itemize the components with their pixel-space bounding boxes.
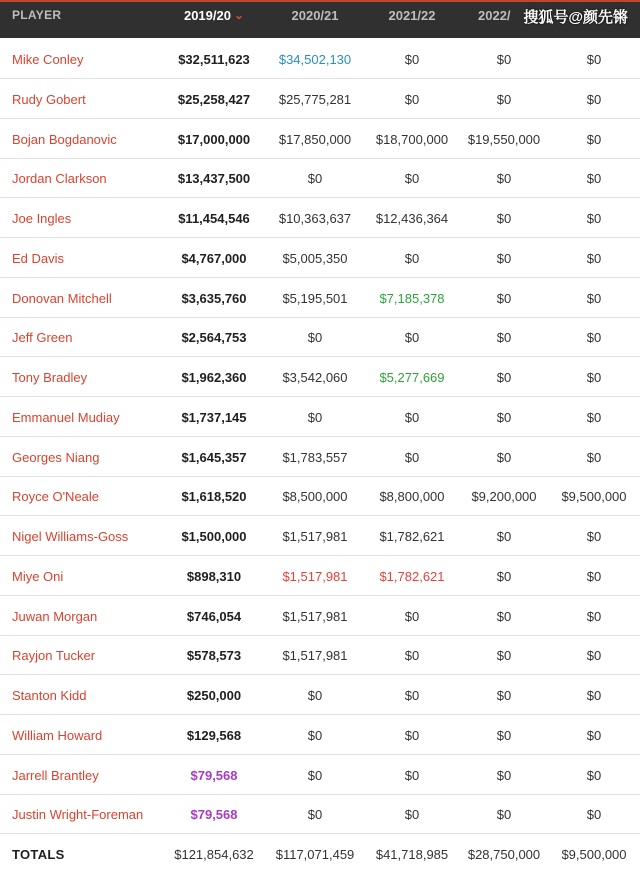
table-row: [0, 279, 640, 318]
table-row: [0, 438, 640, 477]
column-header-label: 2019/20: [183, 8, 231, 23]
player-name-link[interactable]: Royce O'Neale: [12, 489, 100, 504]
salary-cell-2019-20: $898,310: [186, 569, 242, 584]
salary-cell-2022-23: $0: [496, 92, 512, 107]
salary-cell-2022-23: $0: [496, 768, 512, 783]
salary-cell-2022-23: $0: [496, 688, 512, 703]
table-row: [0, 557, 640, 596]
player-column-header[interactable]: PLAYER: [12, 8, 62, 22]
salary-cell-2023-24: $0: [586, 132, 602, 147]
salary-cell-2020-21: $0: [307, 330, 323, 345]
salary-cell-2021-22: $5,277,669: [379, 370, 445, 385]
salary-cell-2019-20: $1,500,000: [181, 529, 247, 544]
salary-cell-2021-22: $1,782,621: [379, 569, 445, 584]
salary-cell-2022-23: $0: [496, 450, 512, 465]
salary-cell-2021-22: $12,436,364: [375, 211, 449, 226]
salary-cell-2022-23: $0: [496, 251, 512, 266]
watermark: 搜狐号@颜先锵: [523, 9, 628, 26]
salary-cell-2023-24: $0: [586, 728, 602, 743]
salary-cell-2022-23: $0: [496, 728, 512, 743]
totals-2022-23: $28,750,000: [467, 847, 541, 862]
salary-cell-2023-24: $0: [586, 768, 602, 783]
player-name-link[interactable]: Rayjon Tucker: [12, 648, 96, 663]
salary-cell-2021-22: $0: [404, 728, 420, 743]
salary-cell-2020-21: $0: [307, 807, 323, 822]
player-name-link[interactable]: Jarrell Brantley: [12, 768, 99, 783]
table-row: [0, 318, 640, 357]
player-name-link[interactable]: Georges Niang: [12, 450, 100, 465]
table-row: [0, 120, 640, 159]
salary-cell-2023-24: $0: [586, 410, 602, 425]
player-name-link[interactable]: Donovan Mitchell: [12, 291, 112, 306]
salary-cell-2023-24: $0: [586, 52, 602, 67]
salary-cell-2021-22: $0: [404, 688, 420, 703]
salary-cell-2019-20: $79,568: [190, 768, 238, 783]
salary-cell-2021-22: $0: [404, 410, 420, 425]
table-row: [0, 398, 640, 437]
player-name-link[interactable]: Miye Oni: [12, 569, 64, 584]
salary-cell-2019-20: $17,000,000: [177, 132, 251, 147]
salary-cell-2019-20: $129,568: [186, 728, 242, 743]
salary-cell-2023-24: $0: [586, 569, 602, 584]
player-name-link[interactable]: William Howard: [12, 728, 103, 743]
table-row: [0, 795, 640, 834]
table-row: [0, 80, 640, 119]
table-row: [0, 676, 640, 715]
salary-cell-2021-22: $0: [404, 171, 420, 186]
salary-cell-2020-21: $8,500,000: [282, 489, 348, 504]
salary-cell-2023-24: $0: [586, 688, 602, 703]
table-row: [0, 597, 640, 636]
salary-cell-2023-24: $0: [586, 807, 602, 822]
player-name-link[interactable]: Stanton Kidd: [12, 688, 87, 703]
salary-cell-2019-20: $1,645,357: [181, 450, 247, 465]
salary-cell-2019-20: $578,573: [186, 648, 242, 663]
column-header-2021-22[interactable]: 2021/22: [388, 8, 436, 23]
salary-cell-2022-23: $0: [496, 330, 512, 345]
table-row: [0, 159, 640, 198]
player-name-link[interactable]: Tony Bradley: [12, 370, 88, 385]
player-name-link[interactable]: Emmanuel Mudiay: [12, 410, 120, 425]
salary-cell-2021-22: $0: [404, 609, 420, 624]
salary-cell-2023-24: $0: [586, 291, 602, 306]
salary-cell-2021-22: $0: [404, 807, 420, 822]
salary-cell-2019-20: $3,635,760: [181, 291, 247, 306]
player-name-link[interactable]: Juwan Morgan: [12, 609, 98, 624]
salary-cell-2019-20: $1,618,520: [181, 489, 247, 504]
player-name-link[interactable]: Ed Davis: [12, 251, 65, 266]
player-name-link[interactable]: Justin Wright-Foreman: [12, 807, 144, 822]
salary-cell-2021-22: $7,185,378: [379, 291, 445, 306]
salary-cell-2023-24: $0: [586, 211, 602, 226]
salary-cell-2021-22: $0: [404, 52, 420, 67]
totals-2021-22: $41,718,985: [375, 847, 449, 862]
salary-cell-2020-21: $1,517,981: [282, 648, 348, 663]
salary-cell-2020-21: $1,783,557: [282, 450, 348, 465]
table-row: [0, 517, 640, 556]
table-row: [0, 239, 640, 278]
salary-cell-2021-22: $0: [404, 92, 420, 107]
salary-cell-2019-20: $1,962,360: [181, 370, 247, 385]
table-row: [0, 756, 640, 795]
player-name-link[interactable]: Joe Ingles: [12, 211, 72, 226]
salary-cell-2020-21: $0: [307, 171, 323, 186]
salary-cell-2022-23: $0: [496, 648, 512, 663]
salary-cell-2020-21: $3,542,060: [282, 370, 348, 385]
salary-cell-2021-22: $8,800,000: [379, 489, 445, 504]
table-row: [0, 636, 640, 675]
salary-cell-2019-20: $13,437,500: [177, 171, 251, 186]
salary-cell-2023-24: $0: [586, 171, 602, 186]
salary-cell-2022-23: $0: [496, 410, 512, 425]
salary-cell-2019-20: $250,000: [186, 688, 242, 703]
salary-cell-2020-21: $1,517,981: [282, 529, 348, 544]
salary-cell-2023-24: $0: [586, 450, 602, 465]
player-name-link[interactable]: Jordan Clarkson: [12, 171, 107, 186]
salary-cell-2022-23: $0: [496, 609, 512, 624]
salary-cell-2022-23: $19,550,000: [467, 132, 541, 147]
player-name-link[interactable]: Mike Conley: [12, 52, 84, 67]
salary-cell-2019-20: $32,511,623: [178, 52, 250, 67]
salary-cell-2023-24: $0: [586, 609, 602, 624]
player-name-link[interactable]: Nigel Williams-Goss: [12, 529, 129, 544]
salary-cell-2022-23: $0: [496, 171, 512, 186]
table-row: [0, 40, 640, 79]
salary-cell-2020-21: $1,517,981: [282, 609, 348, 624]
salary-cell-2019-20: $746,054: [186, 609, 242, 624]
salary-cell-2021-22: $0: [404, 768, 420, 783]
salary-cell-2022-23: $0: [496, 291, 512, 306]
column-header-2020-21[interactable]: 2020/21: [291, 8, 339, 23]
salary-cell-2022-23: $0: [496, 529, 512, 544]
totals-row: [0, 835, 640, 874]
salary-cell-2020-21: $0: [307, 688, 323, 703]
salary-cell-2021-22: $0: [404, 251, 420, 266]
totals-2019-20: $121,854,632: [174, 847, 254, 862]
player-name-link[interactable]: Jeff Green: [12, 330, 73, 345]
salary-cell-2023-24: $0: [586, 92, 602, 107]
salary-cell-2022-23: $0: [496, 52, 512, 67]
salary-cell-2022-23: $0: [496, 569, 512, 584]
table-row: [0, 477, 640, 516]
salary-cell-2019-20: $79,568: [190, 807, 238, 822]
chevron-down-icon: ⌄: [233, 8, 245, 22]
player-name-link[interactable]: Bojan Bogdanovic: [12, 132, 117, 147]
salary-cell-2020-21: $0: [307, 410, 323, 425]
salary-cell-2022-23: $0: [496, 370, 512, 385]
salary-cell-2021-22: $1,782,621: [379, 529, 445, 544]
salary-cell-2023-24: $0: [586, 330, 602, 345]
salary-cell-2021-22: $0: [404, 330, 420, 345]
table-row: [0, 358, 640, 397]
totals-2023-24: $9,500,000: [561, 847, 627, 862]
salary-cell-2023-24: $0: [586, 251, 602, 266]
totals-2020-21: $117,071,459: [275, 847, 355, 862]
salary-cell-2020-21: $0: [307, 768, 323, 783]
salary-cell-2020-21: $5,005,350: [282, 251, 348, 266]
table-row: [0, 716, 640, 755]
salary-cell-2020-21: $10,363,637: [278, 211, 352, 226]
salary-cell-2022-23: $0: [496, 807, 512, 822]
salary-cell-2023-24: $9,500,000: [561, 489, 627, 504]
salary-cell-2023-24: $0: [586, 648, 602, 663]
salary-cell-2020-21: $17,850,000: [278, 132, 352, 147]
salary-cell-2019-20: $2,564,753: [181, 330, 247, 345]
salary-cell-2020-21: $25,775,281: [278, 92, 352, 107]
salary-cell-2022-23: $0: [496, 211, 512, 226]
table-header: [0, 0, 640, 38]
salary-cell-2019-20: $25,258,427: [177, 92, 251, 107]
salary-cell-2021-22: $18,700,000: [375, 132, 449, 147]
salary-cell-2021-22: $0: [404, 450, 420, 465]
salary-cell-2020-21: $0: [307, 728, 323, 743]
salary-cell-2020-21: $1,517,981: [282, 569, 348, 584]
salary-cell-2019-20: $4,767,000: [181, 251, 247, 266]
salary-cell-2022-23: $9,200,000: [471, 489, 537, 504]
player-name-link[interactable]: Rudy Gobert: [12, 92, 86, 107]
salary-cell-2020-21: $34,502,130: [278, 52, 352, 67]
column-header-2022-23[interactable]: 2022/: [478, 8, 511, 23]
salary-cell-2020-21: $5,195,501: [282, 291, 348, 306]
totals-label: TOTALS: [12, 847, 65, 862]
table-row: [0, 199, 640, 238]
column-header-2019-20[interactable]: [166, 2, 262, 38]
salary-cell-2023-24: $0: [586, 370, 602, 385]
salary-cell-2019-20: $1,737,145: [181, 410, 247, 425]
salary-cell-2021-22: $0: [404, 648, 420, 663]
salary-cell-2023-24: $0: [586, 529, 602, 544]
salary-cell-2019-20: $11,454,546: [178, 211, 250, 226]
